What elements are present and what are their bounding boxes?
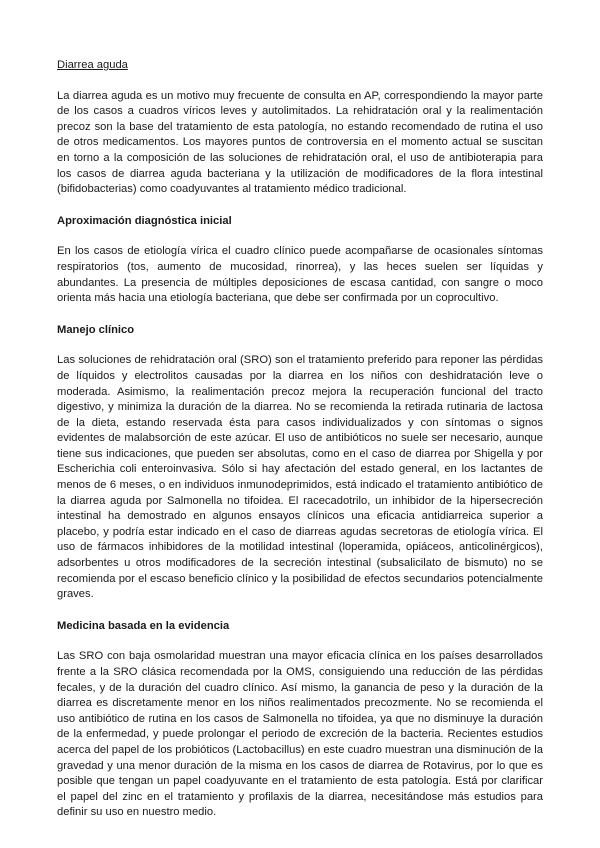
document-page: [57, 58, 543, 821]
section-heading-evidencia: Medicina basada en la evidencia: [57, 619, 230, 632]
intro-paragraph: La diarrea aguda es un motivo muy frecuente de consulta en AP, correspondiendo la mayor parte de los casos a cuadros víricos leves y autolimitados. La rehidratación oral y la realimentación precoz son la base del tratamiento de esta patología, no estando recomendado de rutina el uso de otros medicamentos. Los mayores puntos de controversia en el momento actual se suscitan en torno a la composición de las soluciones de rehidratación oral, el uso de antibioterapia para los casos de diarrea aguda bacteriana y la utilización de modificadores de la flora intestinal (bifidobacterias) como coadyuvantes al tratamiento médico tradicional.: [57, 89, 543, 196]
section-heading-manejo: Manejo clínico: [57, 323, 135, 336]
document-title: Diarrea aguda: [57, 59, 128, 71]
section-body-diagnostico: En los casos de etiología vírica el cuadro clínico puede acompañarse de ocasionales síntomas respiratorios (tos, aumento de mucosidad, rinorrea), y las heces suelen ser líquidas y abundantes. La presencia de múltiples deposiciones de escasa cantidad, con sangre o moco orienta más hacia una etiología bacteriana, que debe ser confirmada por un coprocultivo.: [57, 245, 543, 305]
section-body-manejo: Las soluciones de rehidratación oral (SRO) son el tratamiento preferido para reponer las pérdidas de líquidos y electrolitos causadas por la diarrea en los niños con deshidratación leve o moderada. Asimismo, la realimentación precoz mejora la recuperación funcional del tracto digestivo, y minimiza la duración de la diarrea. No se recomienda la retirada rutinaria de lactosa de la dieta, estando reservada ésta para casos individualizados y con síntomas o signos evidentes de malabsorción de este azúcar. El uso de antibióticos no suele ser necesario, aunque tiene sus indicaciones, que pueden ser absolutas, como en el caso de diarrea por Shigella y por Escherichia coli enteroinvasiva. Sólo si hay afectación del estado general, en los lactantes de menos de 6 meses, o en individuos inmunodeprimidos, está indicado el tratamiento antibiótico de la diarrea aguda por Salmonella no tifoidea. El racecadotrilo, un inhibidor de la hipersecreción intestinal ha demostrado en algunos ensayos clínicos una eficacia antidiarreica superior a placebo, y podría estar indicado en el caso de diarreas agudas secretoras de etiología vírica. El uso de fármacos inhibidores de la motilidad intestinal (loperamida, opiáceos, anticolinérgicos), adsorbentes u otros modificadores de la secreción intestinal (subsalicilato de bismuto) no se recomienda por el escaso beneficio clínico y la posibilidad de efectos secundarios potencialmente graves.: [57, 354, 543, 601]
section-heading-diagnostico: Aproximación diagnóstica inicial: [57, 214, 232, 227]
section-body-evidencia: Las SRO con baja osmolaridad muestran una mayor eficacia clínica en los países desarrollados frente a la SRO clásica recomendada por la OMS, consiguiendo una reducción de las pérdidas fecales, y de la duración del cuadro clínico. Así mismo, la ganancia de peso y la duración de la diarrea es discretamente menor en los niños realimentados precozmente. No se recomienda el uso antibiótico de rutina en los casos de Salmonella no tifoidea, ya que no disminuye la duración de la enfermedad, y puede prolongar el periodo de excreción de la bacteria. Recientes estudios acerca del papel de los probióticos (Lactobacillus) en este cuadro muestran una disminución de la gravedad y una menor duración de la misma en los casos de diarrea de Rotavirus, por lo que es posible que tengan un papel coadyuvante en el tratamiento de esta patología. Está por clarificar el papel del zinc en el tratamiento y profilaxis de la diarrea, necesitándose más estudios para definir su uso en nuestro medio.: [57, 650, 543, 819]
